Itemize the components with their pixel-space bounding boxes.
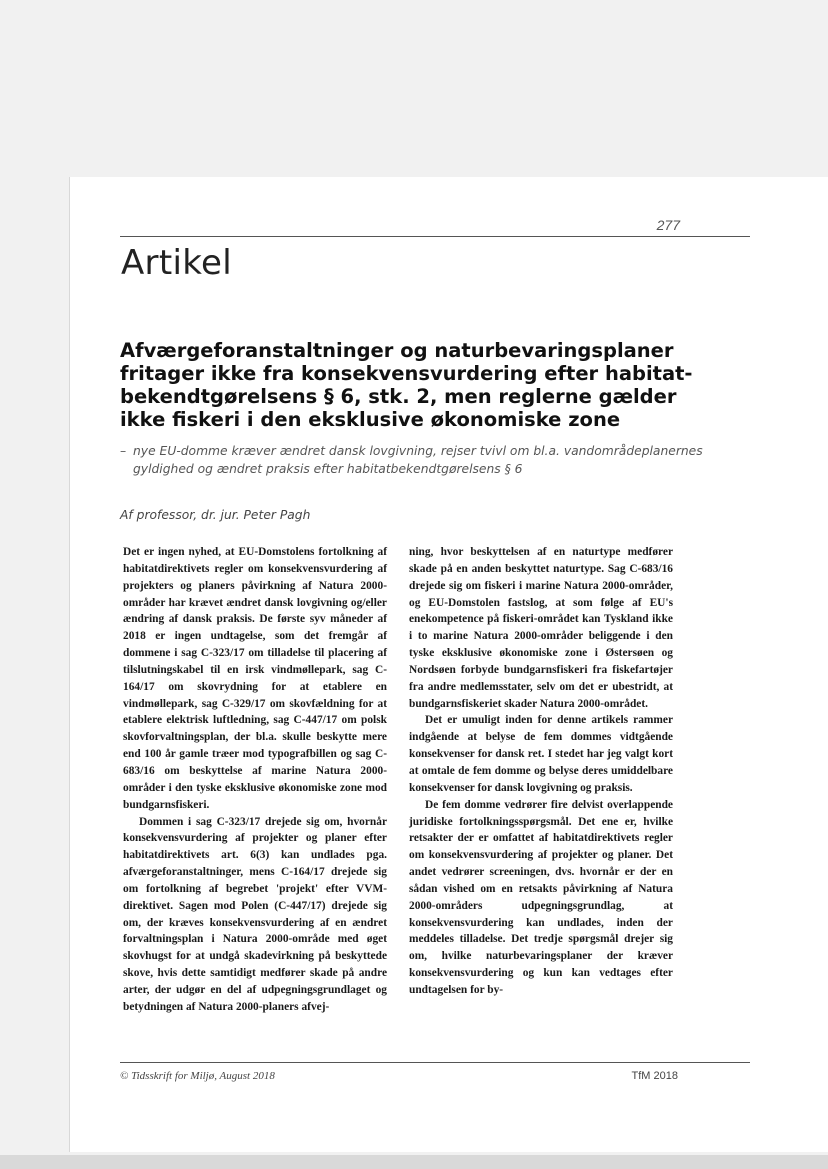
- paragraph: ning, hvor beskyttelsen af en naturtype medfører skade på en anden beskyttet naturtype. Sag C-683/16 drejede sig om fiskeri i marine Natura 2000-områder, og EU-Domstolen fastslog, at som følge af EU's enekompetence på fiskeri-området kan Tyskland ikke i to marine Natura 2000-områder beliggende i den tyske eksklusive økonomiske zone i Østersøen og Nordsøen forbyde bundgarnsfiskeri fra fiskefartøjer fra andre medlemsstater, selv om det er ubestridt, at bundgarnsfiskeriet skader Natura 2000-området.: [409, 546, 673, 710]
- journal-page: [70, 177, 828, 1152]
- header-rule: [120, 236, 750, 237]
- article-subtitle: [120, 442, 720, 478]
- body-column-left: [123, 544, 387, 1016]
- section-label: Artikel: [121, 243, 232, 283]
- footer-journal-year: TfM 2018: [631, 1070, 678, 1082]
- footer-copyright: © Tidsskrift for Miljø, August 2018: [120, 1070, 275, 1082]
- paragraph: Det er ingen nyhed, at EU-Domstolens fortolkning af habitatdirektivets regler om konsekvensvurdering af projekters og planers påvirkning af Natura 2000-områder har krævet ændret dansk lovgivning og/eller ændring af dansk praksis. De første syv måneder af 2018 er ingen undtagelse, som det fremgår af dommene i sag C-323/17 om tilladelse til placering af tilslutningskabel til en irsk vindmøllepark, sag C-164/17 om skovrydning for at etablere en vindmøllepark, sag C-329/17 om skovfældning for at etablere elektrisk luftledning, sag C-447/17 om polsk skovforvaltningsplan, der bl.a. skulle beskytte mere end 100 år gamle træer mod typografbillen og sag C-683/16 om beskyttelse af marine Natura 2000-områder i den tyske eksklusive økonomiske zone mod bundgarnsfiskeri.: [123, 546, 387, 811]
- subtitle-line-1: nye EU-domme kræver ændret dansk lovgivning, rejser tvivl om bl.a. vandområdeplanernes: [133, 444, 703, 458]
- paragraph: Dommen i sag C-323/17 drejede sig om, hvornår konsekvensvurdering af projekter og planer efter habitatdirektivets art. 6(3) kan undlades pga. afværgeforanstaltninger, mens C-164/17 drejede sig om fortolkning af begrebet 'projekt' efter VVM-direktivet. Sagen mod Polen (C-447/17) drejede sig om, der kræves konsekvensvurdering af en ændret forvaltningsplan i Natura 2000-område med øget skovhugst for at undgå skadevirkning på beskyttede skove, hvis dette samtidigt medfører skade på andre arter, der udgør en del af udpegningsgrundlaget og betydningen af Natura 2000-planers afvej-: [123, 815, 387, 1013]
- byline: Af professor, dr. jur. Peter Pagh: [120, 508, 311, 522]
- subtitle-line-2: gyldighed og ændret praksis efter habitatbekendtgørelsens § 6: [133, 462, 523, 476]
- paragraph: De fem domme vedrører fire delvist overlappende juridiske fortolkningsspørgsmål. Det ene er, hvilke retsakter der er omfattet af habitatdirektivets regler om konsekvensvurdering af projekter og planer. Det andet vedrører screeningen, dvs. hvornår er der en sådan vished om en retsakts påvirkning af Natura 2000-områders udpegningsgrundlag, at konsekvensvurdering kan undlades, inden der meddeles tilladelse. Det tredje spørgsmål drejer sig om, hvilke naturbevaringsplaner der kræver konsekvensvurdering og kun kan vedtages efter undtagelsen for by-: [409, 798, 673, 996]
- page-number: 277: [656, 217, 680, 233]
- article-title: Afværgeforanstaltninger og naturbevaringsplaner fritager ikke fra konsekvensvurdering efter habitat-bekendtgørelsens § 6, stk. 2, men reglerne gælder ikke fiskeri i den eksklusive økonomiske zone: [120, 339, 693, 431]
- scan-bottom-edge: [0, 1155, 828, 1169]
- subtitle-dash: –: [120, 444, 127, 458]
- footer-rule: [120, 1062, 750, 1063]
- body-column-right: [409, 544, 673, 999]
- paragraph: Det er umuligt inden for denne artikels rammer indgående at belyse de fem dommes vidtgående konsekvenser for dansk ret. I stedet har jeg valgt kort at omtale de fem domme og belyse deres umiddelbare konsekvenser for dansk lovgivning og praksis.: [409, 714, 673, 794]
